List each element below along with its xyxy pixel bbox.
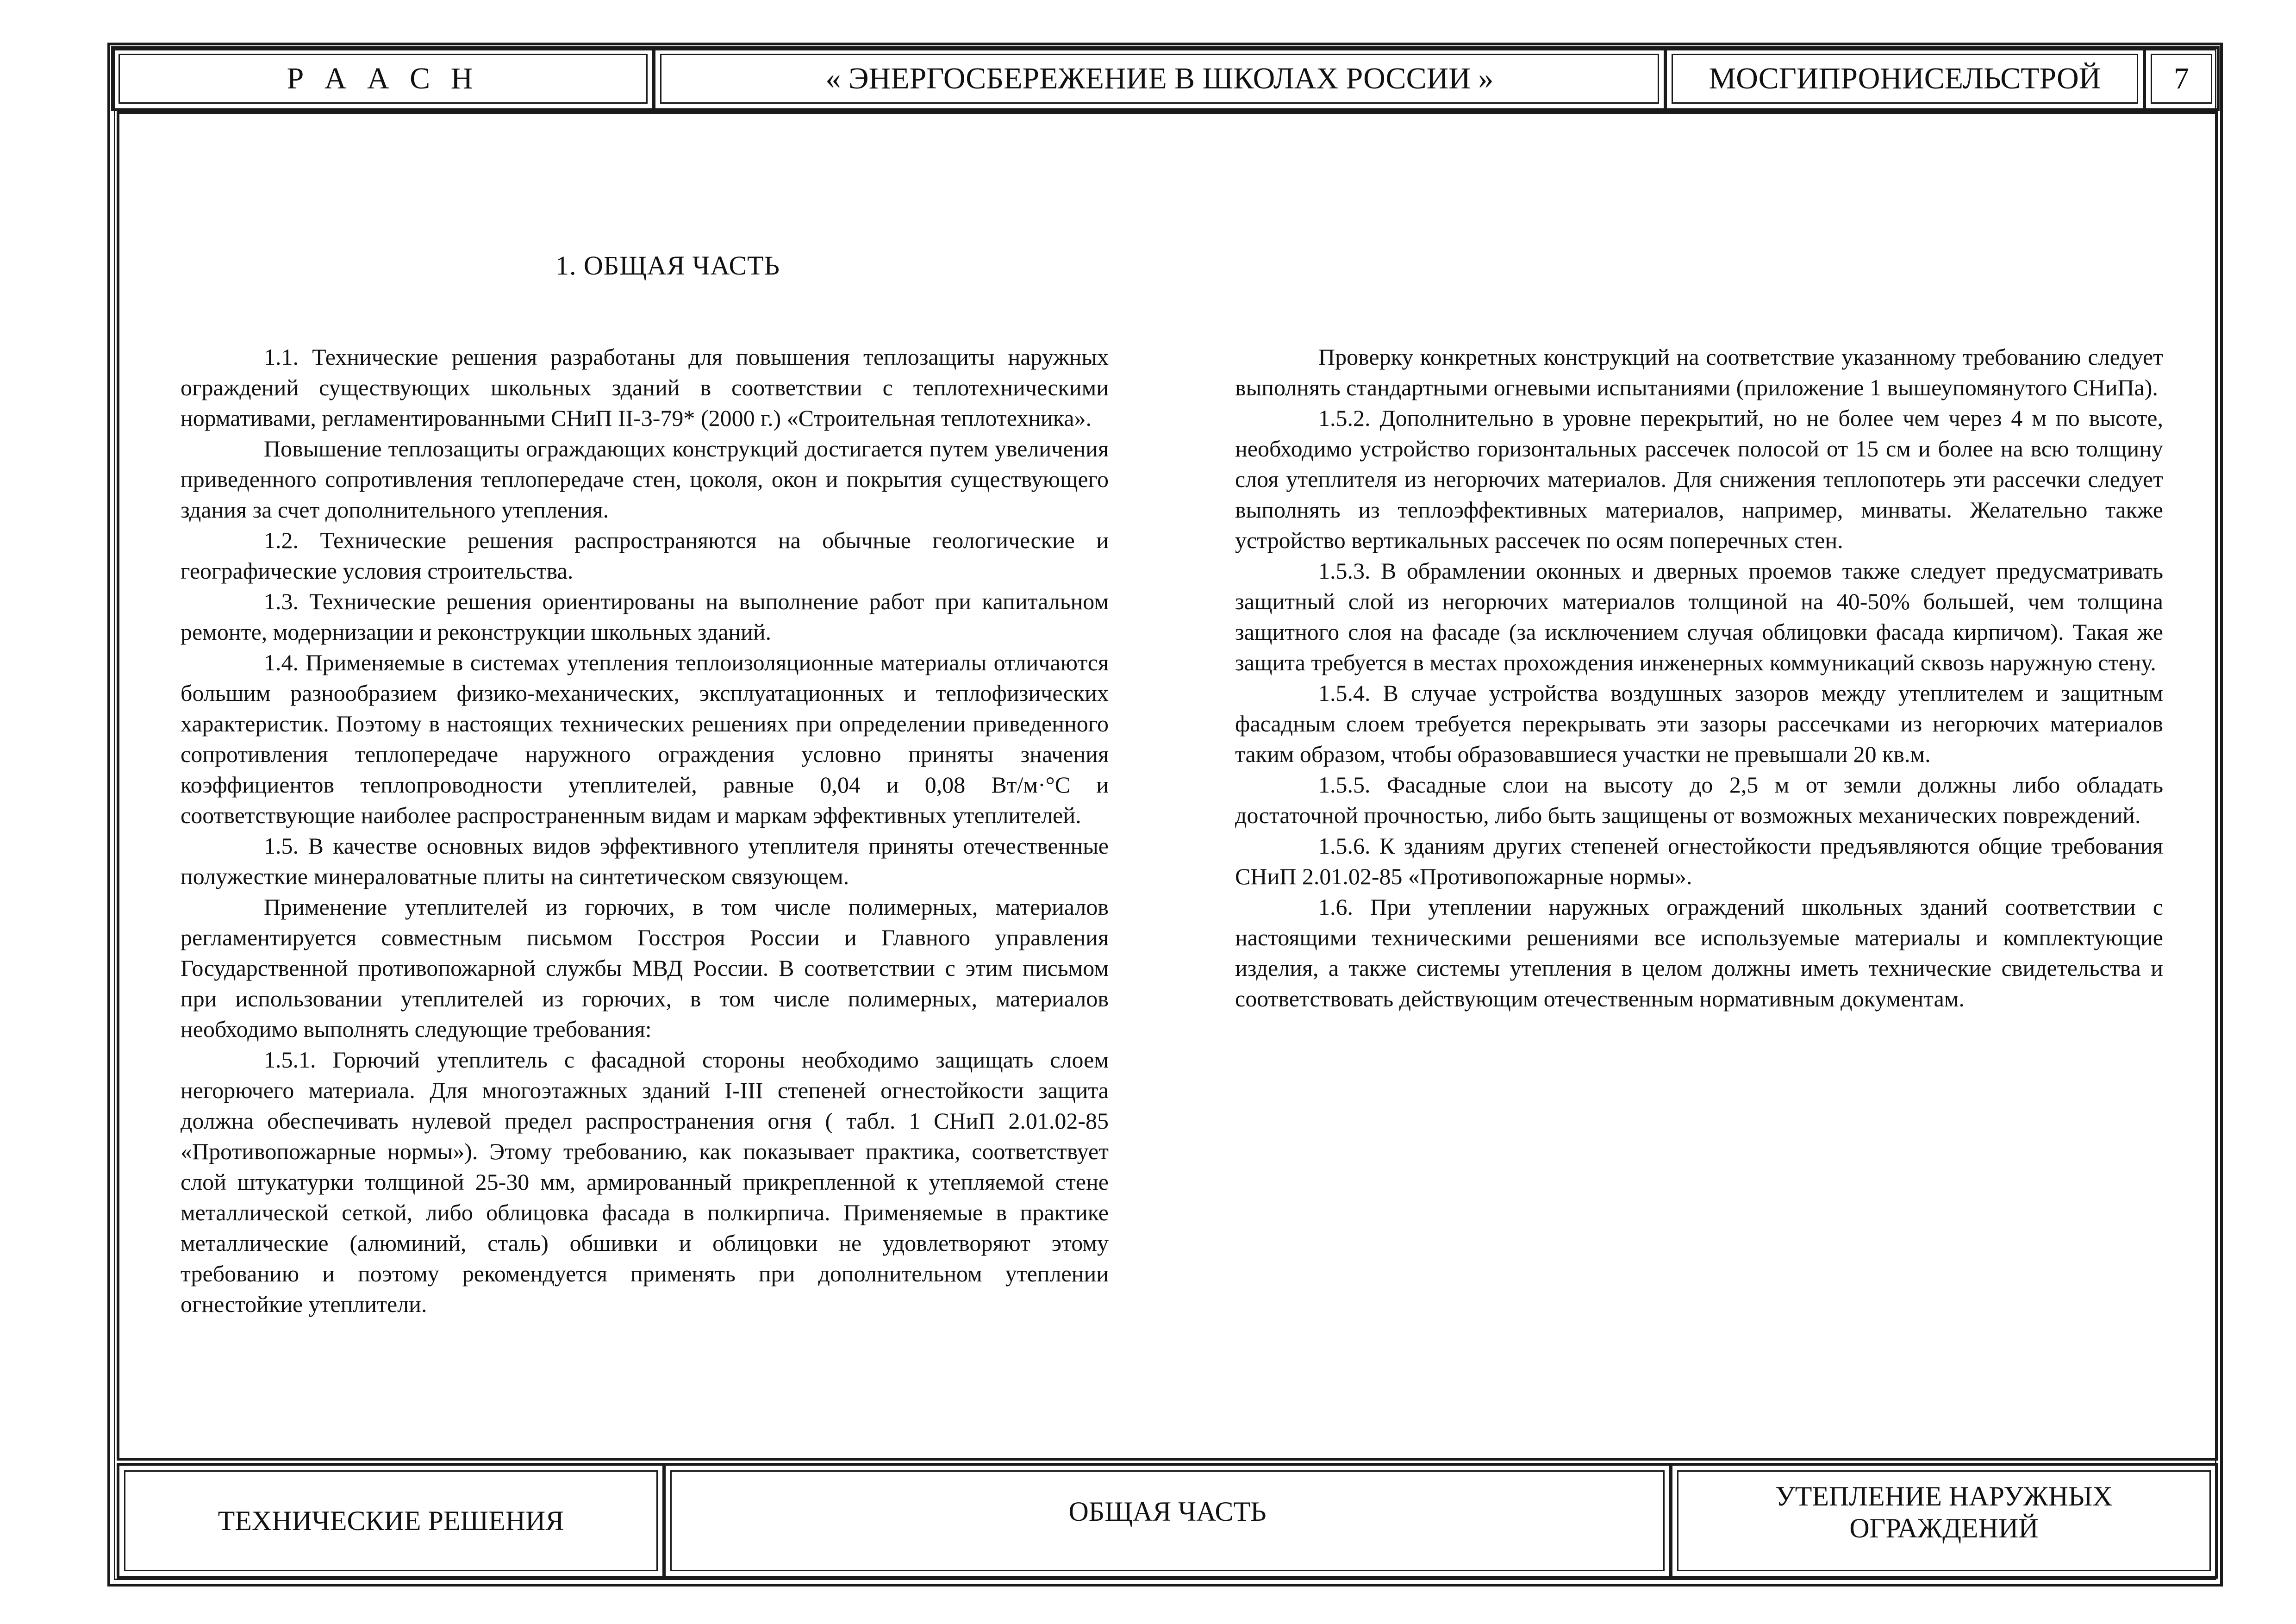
footer-left-cell [117, 1463, 665, 1579]
right-column [1235, 342, 2163, 1014]
paragraph: 1.4. Применяемые в системах утепления теплоизоляционные материалы отличаются большим разнообразием физико-механических, эксплуатационных и теплофизических характеристик. Поэтому в настоящих технических решениях при определении приведенного сопротивления теплопередаче наружного ограждения условно приняты значения коэффициентов теплопроводности утеплителей, равные 0,04 и 0,08 Вт/м·°С и соответствующие наиболее распространенным видам и маркам эффективных утеплителей. [181, 650, 1109, 828]
paragraph: 1.5. В качестве основных видов эффективного утеплителя приняты отечественные полужесткие минераловатные плиты на синтетическом связующем. [181, 833, 1109, 889]
paragraph: 1.3. Технические решения ориентированы на выполнение работ при капитальном ремонте, модернизации и реконструкции школьных зданий. [181, 588, 1109, 645]
header-company: МОСГИПРОНИСЕЛЬСТРОЙ [1709, 62, 2101, 95]
paragraph: 1.5.5. Фасадные слои на высоту до 2,5 м от земли должны либо обладать достаточной прочностью, либо быть защищены от возможных механических повреждений. [1235, 772, 2163, 828]
left-column [181, 342, 1109, 1319]
page-number: 7 [2174, 62, 2189, 95]
paragraph: Повышение теплозащиты ограждающих конструкций достигается путем увеличения приведенного сопротивления теплопередаче стен, цоколя, окон и покрытия существующего здания за счет дополнительного утепления. [181, 436, 1109, 523]
paragraph: 1.1. Технические решения разработаны для повышения теплозащиты наружных ограждений существующих школьных зданий в соответствии с теплотехническими нормативами, регламентированными СНиП II-3-79* (2000 г.) «Строительная теплотехника». [181, 344, 1109, 431]
paragraph: 1.5.4. В случае устройства воздушных зазоров между утеплителем и защитным фасадным слоем требуется перекрывать эти зазоры рассечками из негорючих материалов таким образом, чтобы образовавшиеся участки не превышали 20 кв.м. [1235, 680, 2163, 767]
page-number-cell [2143, 46, 2220, 111]
section-title: 1. ОБЩАЯ ЧАСТЬ [555, 250, 780, 281]
footer-right-line1: УТЕПЛЕНИЕ НАРУЖНЫХ [1775, 1481, 2113, 1512]
paragraph: 1.5.1. Горючий утеплитель с фасадной стороны необходимо защищать слоем негорючего материала. Для многоэтажных зданий I-III степеней огнестойкости защита должна обеспечивать нулевой предел распространения огня ( табл. 1 СНиП 2.01.02-85 «Противопожарные нормы»). Этому требованию, как показывает практика, соответствует слой штукатурки толщиной 25-30 мм, армированный прикрепленной к утепляемой стене металлической сеткой, либо облицовка фасада в полкирпича. Применяемые в практике металлические (алюминий, сталь) обшивки и облицовки не удовлетворяют этому требованию и поэтому рекомендуется применять при дополнительном утеплении огнестойкие утеплители. [181, 1047, 1109, 1317]
header-org: Р А А С Н [287, 62, 480, 95]
header-title: « ЭНЕРГОСБЕРЕЖЕНИЕ В ШКОЛАХ РОССИИ » [825, 62, 1494, 95]
footer-center-cell [663, 1463, 1672, 1579]
footer-center: ОБЩАЯ ЧАСТЬ [1068, 1496, 1267, 1527]
paragraph: 1.2. Технические решения распространяются на обычные геологические и географические условия строительства. [181, 527, 1109, 584]
paragraph: 1.6. При утеплении наружных ограждений школьных зданий соответствии с настоящими техническими решениями все используемые материалы и комплектующие изделия, а также системы утепления в целом должны иметь технические свидетельства и соответствовать действующим отечественным нормативным документам. [1235, 894, 2163, 1012]
footer-right-cell [1670, 1463, 2218, 1579]
paragraph: 1.5.2. Дополнительно в уровне перекрытий, но не более чем через 4 м по высоте, необходимо устройство горизонтальных рассечек полосой от 15 см и более на всю толщину слоя утеплителя из негорючих материалов. Для снижения теплопотерь эти рассечки следует выполнять из теплоэффективных материалов, например, минваты. Желательно также устройство вертикальных рассечек по осям поперечных стен. [1235, 405, 2163, 553]
header-title-cell [653, 46, 1666, 111]
footer-right-line2: ОГРАЖДЕНИЙ [1849, 1513, 2039, 1543]
header-company-cell [1664, 46, 2146, 111]
paragraph: 1.5.6. К зданиям других степеней огнестойкости предъявляются общие требования СНиП 2.01.02-85 «Противопожарные нормы». [1235, 833, 2163, 889]
header-org-cell [111, 46, 655, 111]
footer-right [1775, 1480, 2113, 1544]
paragraph: 1.5.3. В обрамлении оконных и дверных проемов также следует предусматривать защитный слой из негорючих материалов толщиной на 40-50% большей, чем толщина защитного слоя на фасаде (за исключением случая облицовки фасада кирпичом). Такая же защита требуется в местах прохождения инженерных коммуникаций сквозь наружную стену. [1235, 558, 2163, 675]
paragraph: Применение утеплителей из горючих, в том числе полимерных, материалов регламентируется совместным письмом Госстроя России и Главного управления Государственной противопожарной службы МВД России. В соответствии с этим письмом при использовании утеплителей из горючих, в том числе полимерных, материалов необходимо выполнять следующие требования: [181, 894, 1109, 1042]
footer-left: ТЕХНИЧЕСКИЕ РЕШЕНИЯ [218, 1505, 564, 1536]
paragraph: Проверку конкретных конструкций на соответствие указанному требованию следует выполнять стандартными огневыми испытаниями (приложение 1 вышеупомянутого СНиПа). [1235, 344, 2163, 400]
